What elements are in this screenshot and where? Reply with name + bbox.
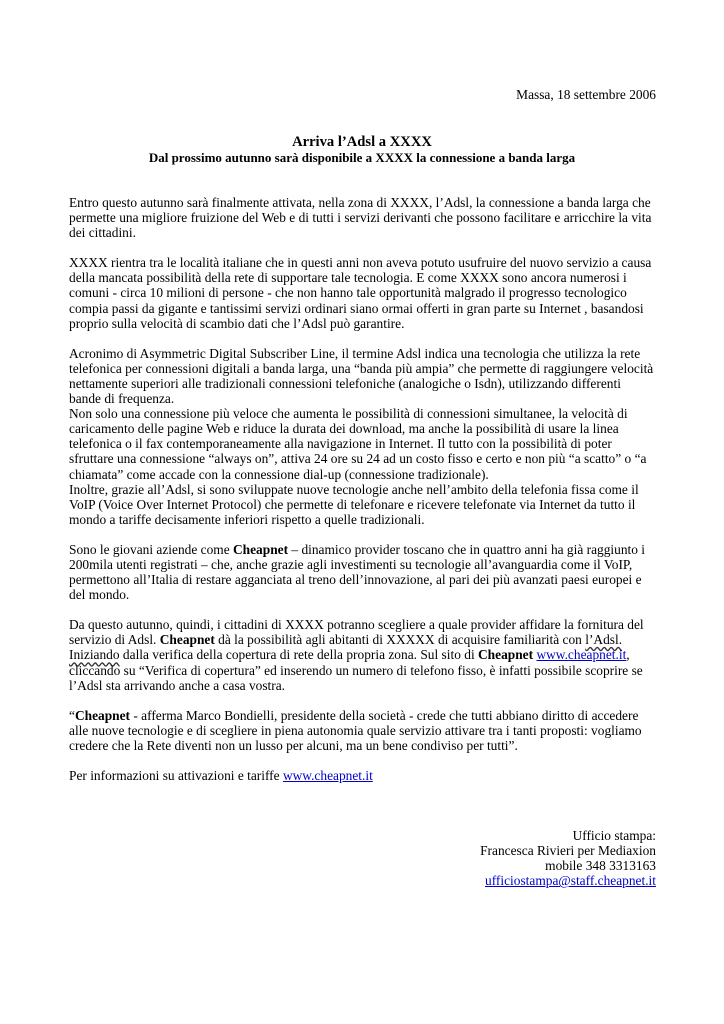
text-line: bande di frequenza. [69, 391, 175, 407]
paragraph-adsl-definition [69, 346, 661, 406]
text-line: nettamente superiori alle tradizionali connessioni telefoniche (analogiche o Isdn), utilizzando differenti [69, 375, 621, 391]
paragraph-cheapnet-intro [69, 542, 661, 602]
text-line: del mondo. [69, 587, 130, 603]
text-line: comuni - circa 10 milioni di persone - che non hanno tale opportunità malgrado il progresso tecnologico [69, 285, 627, 301]
text-line: caricamento delle pagine Web e riduce la durata dei download, ma anche la possibilità di usare la linea [69, 421, 619, 437]
text-line: della mancata possibilità della rete di supportare tale tecnologia. E come XXXX sono ancora numerosi i [69, 270, 627, 286]
text-line: VoIP (Voice Over Internet Protocol) che permette di telefonare e ricevere telefonate via Internet da tutto il [69, 496, 636, 512]
text-line: Da questo autunno, quindi, i cittadini di XXXX potranno scegliere a quale provider affidare la fornitura del [69, 617, 644, 633]
brand-name: Cheapnet [74, 707, 131, 723]
text-line: sfruttare una connessione “always on”, attiva 24 ore su 24 ad un costo fisso e certo e non più “a scatto” o “a [69, 451, 647, 467]
text-line: l’Adsl sta arrivando anche a casa vostra. [69, 677, 286, 693]
document-subtitle: Dal prossimo autunno sarà disponibile a XXXX la connessione a banda larga [148, 150, 576, 165]
document-title: Arriva l’Adsl a XXXX [292, 134, 432, 150]
text-line: XXXX rientra tra le località italiane che in questi anni non aveva potuto usufruire del nuovo servizio a causa [69, 255, 652, 271]
text-line: servizio di Adsl. Cheapnet dà la possibilità agli abitanti di XXXXX di acquisire familiarità con l’Adsl. [69, 632, 623, 648]
spellcheck-text: l’Adsl. [585, 632, 623, 648]
text-line: 200mila utenti registrati – che, anche grazie agli investimenti su tecnologie all’avanguardia come il VoIP, [69, 556, 633, 572]
brand-name: Cheapnet [232, 541, 289, 557]
paragraph-voip [69, 482, 661, 527]
text-line: Iniziando dalla verifica della copertura di rete della propria zona. Sul sito di Cheapnet www.cheapnet.it, [69, 647, 630, 663]
paragraph-info [69, 768, 661, 783]
brand-name: Cheapnet [478, 647, 534, 663]
text-line: proprio sulla velocità di scambio dati che l’Adsl può garantire. [69, 315, 405, 331]
text-line: credere che la Rete diventi non un lusso per alcuni, ma un bene condiviso per tutti”. [69, 737, 518, 753]
brand-name: Cheapnet [159, 632, 215, 648]
text-line: telefonica per connessioni digitali a banda larga, una “banda più ampia” che permette di raggiungere velocità [69, 360, 654, 376]
paragraph-local-context [69, 255, 661, 330]
text-line: permette una migliore fruizione del Web e di tutti i servizi derivanti che possono facilitare e arricchire la vita [69, 210, 652, 226]
text-line: cliccando su “Verifica di copertura” ed inserendo un numero di telefono fisso, è infatti possibile scoprire se [69, 662, 643, 678]
document-date: Massa, 18 settembre 2006 [516, 87, 656, 102]
text-line: dei cittadini. [69, 225, 136, 241]
text-line: mondo a tariffe decisamente inferiori rispetto a quelle tradizionali. [69, 511, 425, 527]
text-line: Inoltre, grazie all’Adsl, si sono sviluppate nuove tecnologie anche nell’ambito della telefonia fissa come il [69, 481, 639, 497]
signature-line: Francesca Rivieri per Mediaxion [480, 843, 656, 859]
paragraph-coverage [69, 617, 661, 692]
text-line: Non solo una connessione più veloce che aumenta le possibilità di connessioni simultanee, la velocità di [69, 406, 628, 422]
press-email-link[interactable]: ufficiostampa@staff.cheapnet.it [485, 873, 656, 889]
document-body [69, 195, 661, 798]
cheapnet-link[interactable]: www.cheapnet.it [536, 647, 627, 663]
paragraph-quote [69, 708, 661, 753]
text-line: telefonica o il fax contemporaneamente alla navigazione in Internet. Il tutto con la possibilità di poter [69, 436, 612, 452]
text-line: Per informazioni su attivazioni e tariffe www.cheapnet.it [69, 768, 373, 783]
text-line: Sono le giovani aziende come Cheapnet – dinamico provider toscano che in quattro anni ha già raggiunto i [69, 541, 646, 557]
text-line: alle nuove tecnologie e di scegliere in piena autonomia quale servizio attivare tra i tanti proposti: vogliamo [69, 722, 642, 738]
signature-line: Ufficio stampa: [572, 828, 656, 843]
text-line: compia passi da gigante e tantissimi servizi ordinari siano ormai offerti in gran parte su Internet , basandosi [69, 300, 644, 316]
signature-line: mobile 348 3313163 [545, 858, 656, 874]
text-line: Entro questo autunno sarà finalmente attivata, nella zona di XXXX, l’Adsl, la connessione a banda larga che [69, 195, 651, 210]
text-line: “Cheapnet - afferma Marco Bondielli, presidente della società - crede che tutti abbiano diritto di accedere [69, 707, 639, 723]
spellcheck-text: Iniziando [69, 647, 120, 663]
text-line: Acronimo di Asymmetric Digital Subscriber Line, il termine Adsl indica una tecnologia che utilizza la rete [69, 345, 641, 361]
paragraph-benefits [69, 406, 661, 481]
paragraph-intro [69, 195, 661, 240]
text-line: chiamata” come accade con la connessione dial-up (connessione tradizionale). [69, 466, 489, 482]
cheapnet-link[interactable]: www.cheapnet.it [282, 768, 373, 783]
text-line: permettono all’Italia di restare agganciata al treno dell’innovazione, al pari dei più avanzati paesi europei e [69, 572, 642, 588]
press-office-signature [480, 828, 656, 888]
